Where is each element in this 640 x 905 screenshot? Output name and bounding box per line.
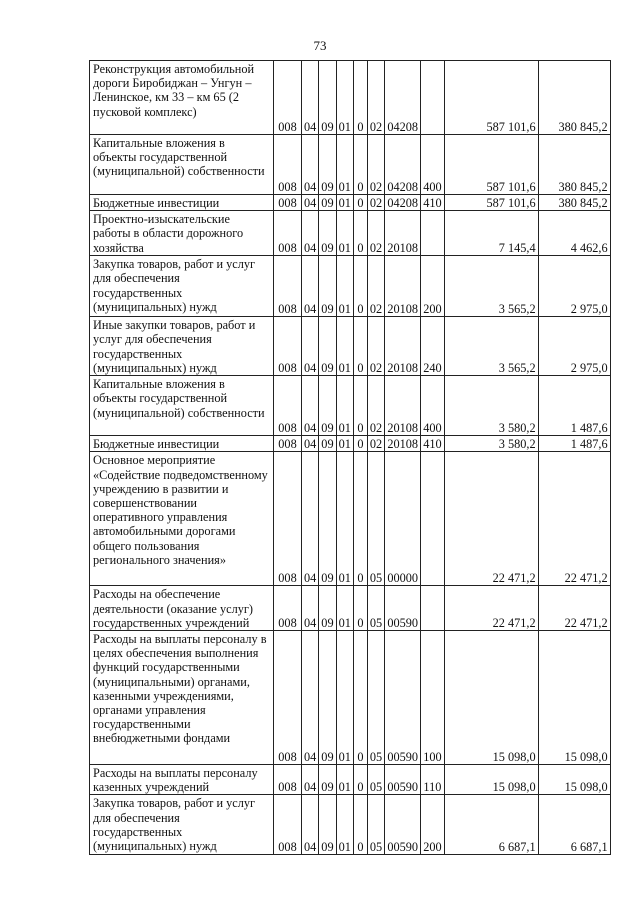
subprogram-code: 0: [353, 61, 367, 135]
section-code: 04: [302, 795, 319, 855]
subsection-code: 09: [319, 317, 336, 376]
row-name: Основное мероприятие «Содействие подведомственному учреждению в развитии и совершенствовании оперативного управления автомобильными дорогами общего пользования регионального значения»: [90, 452, 274, 586]
table-row: [90, 317, 611, 376]
event-code: 02: [367, 61, 384, 135]
event-code: 05: [367, 795, 384, 855]
amount-year-1: 15 098,0: [444, 631, 538, 765]
amount-year-2: 380 845,2: [538, 195, 610, 211]
expense-type-code: 410: [421, 436, 444, 452]
table-row: [90, 631, 611, 765]
subsection-code: 09: [319, 195, 336, 211]
direction-code: 00590: [385, 795, 421, 855]
amount-year-2: 2 975,0: [538, 256, 610, 317]
table-row: [90, 256, 611, 317]
row-name: Бюджетные инвестиции: [90, 195, 274, 211]
subsection-code: 09: [319, 452, 336, 586]
amount-year-1: 22 471,2: [444, 452, 538, 586]
amount-year-2: 6 687,1: [538, 795, 610, 855]
row-name: Закупка товаров, работ и услуг для обеспечения государственных (муниципальных) нужд: [90, 795, 274, 855]
amount-year-2: 380 845,2: [538, 61, 610, 135]
direction-code: 20108: [385, 211, 421, 256]
amount-year-1: 587 101,6: [444, 195, 538, 211]
amount-year-1: 6 687,1: [444, 795, 538, 855]
section-code: 04: [302, 631, 319, 765]
program-code: 01: [336, 586, 353, 631]
table-row: [90, 436, 611, 452]
row-name: Капитальные вложения в объекты государственной (муниципальной) собственности: [90, 376, 274, 436]
program-code: 01: [336, 436, 353, 452]
direction-code: 00590: [385, 586, 421, 631]
direction-code: 20108: [385, 376, 421, 436]
ministry-code: 008: [274, 436, 302, 452]
event-code: 02: [367, 317, 384, 376]
direction-code: 04208: [385, 195, 421, 211]
section-code: 04: [302, 135, 319, 195]
subprogram-code: 0: [353, 135, 367, 195]
ministry-code: 008: [274, 317, 302, 376]
row-name: Проектно-изыскательские работы в области дорожного хозяйства: [90, 211, 274, 256]
amount-year-1: 3 565,2: [444, 256, 538, 317]
expense-type-code: 110: [421, 765, 444, 795]
table-row: [90, 195, 611, 211]
amount-year-1: 587 101,6: [444, 61, 538, 135]
subprogram-code: 0: [353, 256, 367, 317]
expense-type-code: 100: [421, 631, 444, 765]
subsection-code: 09: [319, 436, 336, 452]
subprogram-code: 0: [353, 211, 367, 256]
page-number: 73: [313, 38, 327, 53]
budget-table: [89, 60, 611, 855]
section-code: 04: [302, 61, 319, 135]
direction-code: 04208: [385, 61, 421, 135]
amount-year-1: 3 580,2: [444, 376, 538, 436]
subsection-code: 09: [319, 135, 336, 195]
direction-code: 20108: [385, 317, 421, 376]
subprogram-code: 0: [353, 586, 367, 631]
ministry-code: 008: [274, 452, 302, 586]
ministry-code: 008: [274, 256, 302, 317]
row-name: Бюджетные инвестиции: [90, 436, 274, 452]
amount-year-2: 1 487,6: [538, 376, 610, 436]
ministry-code: 008: [274, 61, 302, 135]
section-code: 04: [302, 211, 319, 256]
amount-year-2: 22 471,2: [538, 586, 610, 631]
direction-code: 20108: [385, 436, 421, 452]
subsection-code: 09: [319, 631, 336, 765]
subprogram-code: 0: [353, 376, 367, 436]
event-code: 02: [367, 135, 384, 195]
row-name: Расходы на выплаты персоналу в целях обеспечения выполнения функций государственными (муниципальными) органами, казенными учреждениями, органами управления государственными внебюджетными фондами: [90, 631, 274, 765]
subsection-code: 09: [319, 765, 336, 795]
expense-type-code: 240: [421, 317, 444, 376]
expense-type-code: [421, 452, 444, 586]
subsection-code: 09: [319, 376, 336, 436]
section-code: 04: [302, 376, 319, 436]
ministry-code: 008: [274, 135, 302, 195]
program-code: 01: [336, 631, 353, 765]
section-code: 04: [302, 436, 319, 452]
amount-year-1: 7 145,4: [444, 211, 538, 256]
amount-year-2: 15 098,0: [538, 631, 610, 765]
amount-year-2: 22 471,2: [538, 452, 610, 586]
section-code: 04: [302, 452, 319, 586]
table-row: [90, 211, 611, 256]
event-code: 02: [367, 211, 384, 256]
expense-type-code: 400: [421, 135, 444, 195]
direction-code: 20108: [385, 256, 421, 317]
amount-year-1: 3 565,2: [444, 317, 538, 376]
row-name: Иные закупки товаров, работ и услуг для обеспечения государственных (муниципальных) нужд: [90, 317, 274, 376]
event-code: 05: [367, 452, 384, 586]
subsection-code: 09: [319, 586, 336, 631]
table-row: [90, 586, 611, 631]
amount-year-2: 2 975,0: [538, 317, 610, 376]
section-code: 04: [302, 195, 319, 211]
event-code: 05: [367, 586, 384, 631]
subprogram-code: 0: [353, 436, 367, 452]
subsection-code: 09: [319, 256, 336, 317]
program-code: 01: [336, 376, 353, 436]
section-code: 04: [302, 256, 319, 317]
expense-type-code: [421, 61, 444, 135]
section-code: 04: [302, 586, 319, 631]
expense-type-code: 200: [421, 795, 444, 855]
subsection-code: 09: [319, 795, 336, 855]
direction-code: 04208: [385, 135, 421, 195]
subprogram-code: 0: [353, 195, 367, 211]
row-name: Расходы на обеспечение деятельности (оказание услуг) государственных учреждений: [90, 586, 274, 631]
program-code: 01: [336, 195, 353, 211]
table-row: [90, 376, 611, 436]
ministry-code: 008: [274, 195, 302, 211]
amount-year-2: 1 487,6: [538, 436, 610, 452]
program-code: 01: [336, 61, 353, 135]
table-body: [90, 61, 611, 855]
event-code: 02: [367, 256, 384, 317]
amount-year-1: 15 098,0: [444, 765, 538, 795]
row-name: Реконструкция автомобильной дороги Биробиджан – Унгун – Ленинское, км 33 – км 65 (2 пусковой комплекс): [90, 61, 274, 135]
expense-type-code: [421, 586, 444, 631]
expense-type-code: 410: [421, 195, 444, 211]
row-name: Капитальные вложения в объекты государственной (муниципальной) собственности: [90, 135, 274, 195]
subsection-code: 09: [319, 61, 336, 135]
amount-year-1: 3 580,2: [444, 436, 538, 452]
subprogram-code: 0: [353, 317, 367, 376]
subsection-code: 09: [319, 211, 336, 256]
direction-code: 00590: [385, 765, 421, 795]
direction-code: 00590: [385, 631, 421, 765]
event-code: 05: [367, 765, 384, 795]
ministry-code: 008: [274, 631, 302, 765]
table-row: [90, 61, 611, 135]
subprogram-code: 0: [353, 795, 367, 855]
table-row: [90, 765, 611, 795]
amount-year-2: 380 845,2: [538, 135, 610, 195]
program-code: 01: [336, 211, 353, 256]
subprogram-code: 0: [353, 631, 367, 765]
event-code: 05: [367, 631, 384, 765]
event-code: 02: [367, 195, 384, 211]
ministry-code: 008: [274, 765, 302, 795]
table-row: [90, 795, 611, 855]
program-code: 01: [336, 765, 353, 795]
amount-year-1: 22 471,2: [444, 586, 538, 631]
expense-type-code: [421, 211, 444, 256]
direction-code: 00000: [385, 452, 421, 586]
subprogram-code: 0: [353, 765, 367, 795]
event-code: 02: [367, 436, 384, 452]
table-row: [90, 452, 611, 586]
event-code: 02: [367, 376, 384, 436]
section-code: 04: [302, 765, 319, 795]
amount-year-2: 4 462,6: [538, 211, 610, 256]
ministry-code: 008: [274, 586, 302, 631]
expense-type-code: 400: [421, 376, 444, 436]
row-name: Закупка товаров, работ и услуг для обеспечения государственных (муниципальных) нужд: [90, 256, 274, 317]
program-code: 01: [336, 452, 353, 586]
table-row: [90, 135, 611, 195]
ministry-code: 008: [274, 376, 302, 436]
amount-year-1: 587 101,6: [444, 135, 538, 195]
section-code: 04: [302, 317, 319, 376]
program-code: 01: [336, 135, 353, 195]
row-name: Расходы на выплаты персоналу казенных учреждений: [90, 765, 274, 795]
program-code: 01: [336, 317, 353, 376]
program-code: 01: [336, 256, 353, 317]
ministry-code: 008: [274, 795, 302, 855]
subprogram-code: 0: [353, 452, 367, 586]
expense-type-code: 200: [421, 256, 444, 317]
amount-year-2: 15 098,0: [538, 765, 610, 795]
program-code: 01: [336, 795, 353, 855]
ministry-code: 008: [274, 211, 302, 256]
